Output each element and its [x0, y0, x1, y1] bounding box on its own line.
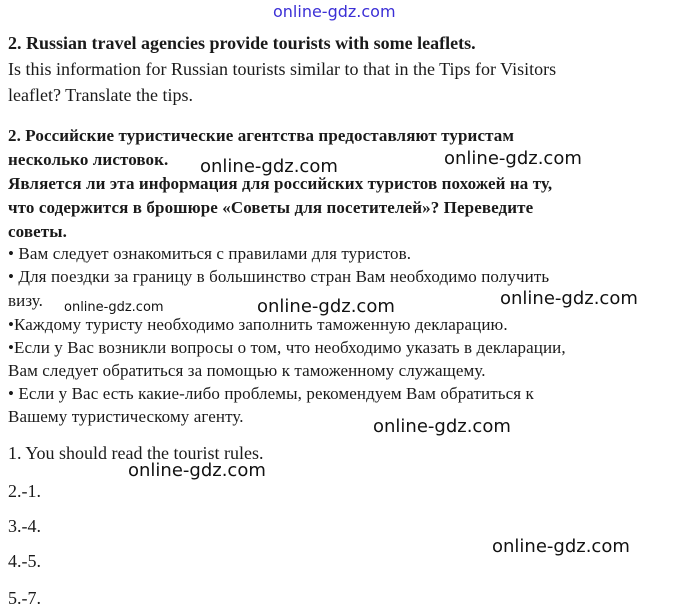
answer-2: 2.-1.: [8, 481, 41, 501]
watermark-5: online-gdz.com: [500, 288, 638, 309]
watermark-1: online-gdz.com: [200, 156, 338, 177]
russian-question-line-3: советы.: [8, 222, 67, 241]
english-heading: 2. Russian travel agencies provide tourists with some leaflets.: [8, 33, 476, 53]
russian-question-line-1: Является ли эта информация для российских туристов похожей на ту,: [8, 174, 553, 193]
russian-tip-line-1: • Вам следует ознакомиться с правилами для туристов.: [8, 244, 412, 263]
watermark-3: online-gdz.com: [64, 300, 164, 315]
russian-tip-line-7: • Если у Вас есть какие-либо проблемы, рекомендуем Вам обратиться к: [8, 384, 534, 403]
russian-tip-line-4: •Каждому туристу необходимо заполнить таможенную декларацию.: [8, 315, 508, 334]
answer-4: 4.-5.: [8, 551, 41, 571]
watermark-4: online-gdz.com: [257, 296, 395, 317]
russian-tip-line-2: • Для поездки за границу в большинство стран Вам необходимо получить: [8, 267, 550, 286]
russian-heading-line-2: несколько листовок.: [8, 150, 169, 169]
watermark-top: online-gdz.com: [273, 2, 396, 21]
answer-5: 5.-7.: [8, 588, 41, 608]
watermark-6: online-gdz.com: [373, 416, 511, 437]
russian-tip-line-6: Вам следует обратиться за помощью к таможенному служащему.: [8, 361, 486, 380]
russian-question-line-2: что содержится в брошюре «Советы для посетителей»? Переведите: [8, 198, 534, 217]
watermark-2: online-gdz.com: [444, 148, 582, 169]
watermark-8: online-gdz.com: [492, 536, 630, 557]
answer-1: 1. You should read the tourist rules.: [8, 443, 264, 463]
russian-tip-line-3: визу.: [8, 291, 44, 310]
english-question-line-1: Is this information for Russian tourists similar to that in the Tips for Visitors: [8, 59, 557, 79]
russian-heading-line-1: 2. Российские туристические агентства предоставляют туристам: [8, 126, 515, 145]
answer-3: 3.-4.: [8, 516, 41, 536]
russian-tip-line-5: •Если у Вас возникли вопросы о том, что необходимо указать в декларации,: [8, 338, 566, 357]
english-question-line-2: leaflet? Translate the tips.: [8, 85, 193, 105]
russian-tip-line-8: Вашему туристическому агенту.: [8, 407, 244, 426]
watermark-7: online-gdz.com: [128, 460, 266, 481]
